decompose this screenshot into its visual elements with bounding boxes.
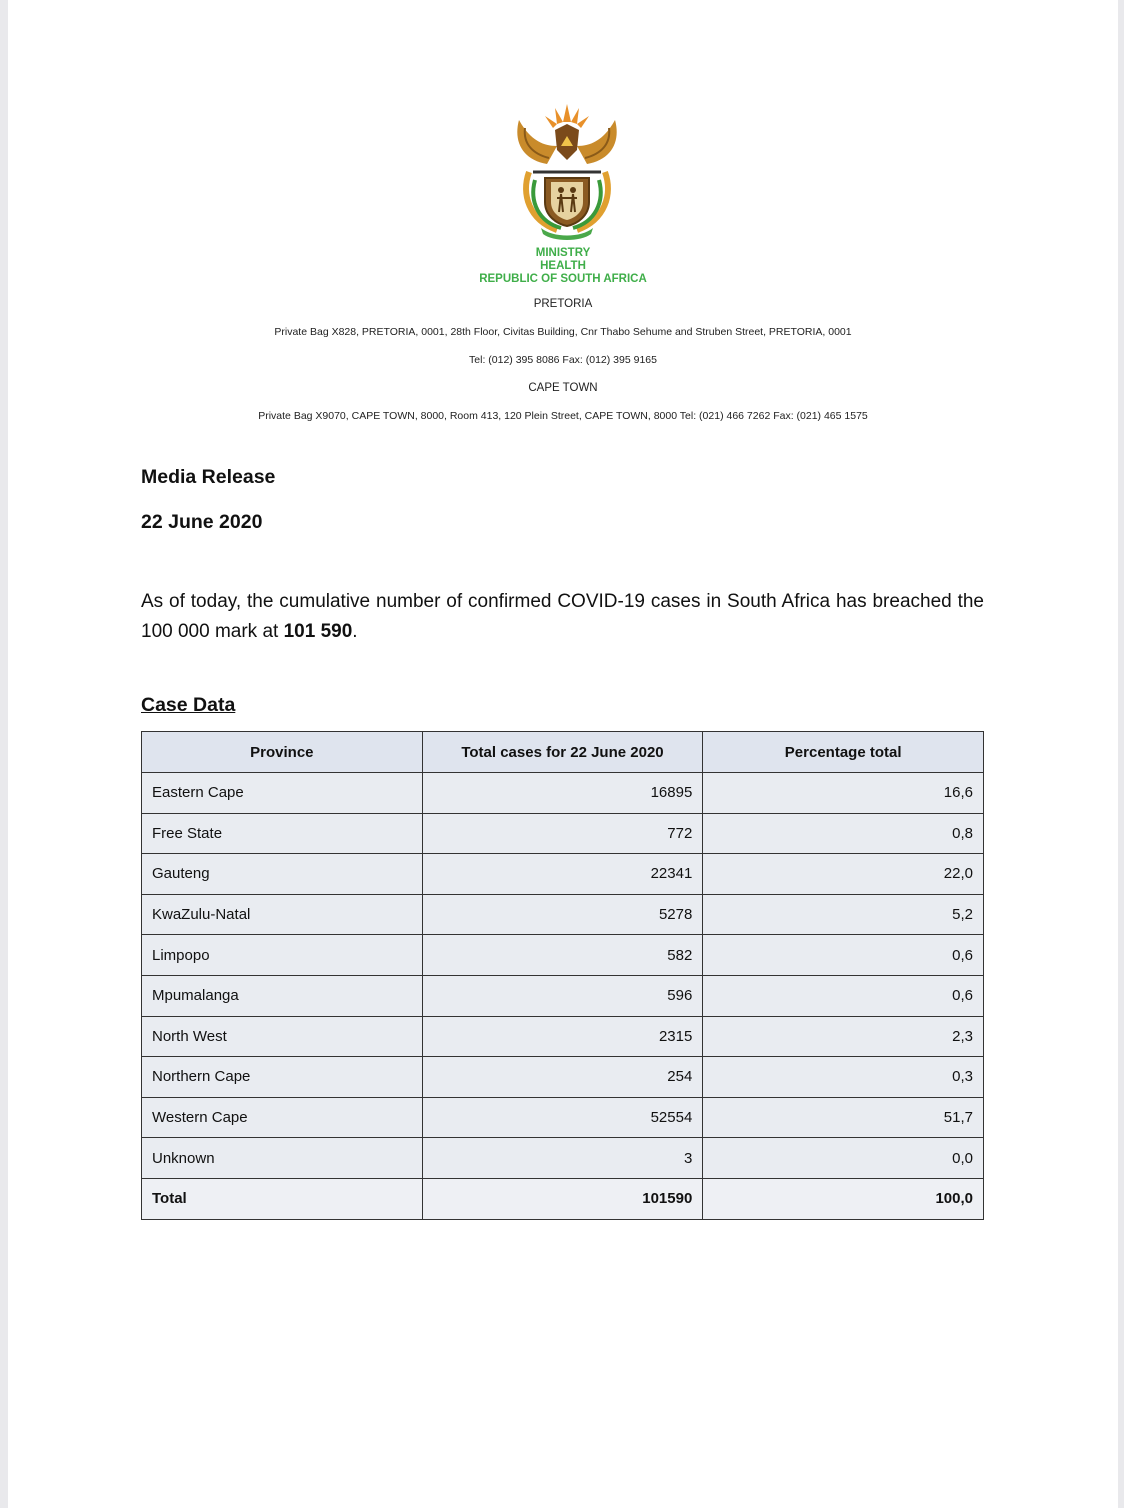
column-header-province: Province [142,732,423,773]
percentage-cell: 5,2 [703,894,984,935]
intro-text: As of today, the cumulative number of confirmed COVID-19 cases in South Africa has breached the 100 000 mark at [141,591,984,642]
cases-cell: 22341 [422,854,703,895]
cases-cell: 596 [422,975,703,1016]
province-cell: Western Cape [142,1097,423,1138]
case-count: 101 590 [283,621,353,642]
cases-cell: 5278 [422,894,703,935]
table-total-row [142,1178,984,1219]
pretoria-contact: Tel: (012) 395 8086 Fax: (012) 395 9165 [469,354,657,366]
table-header-row [142,732,984,773]
percentage-cell: 22,0 [703,854,984,895]
cases-cell: 52554 [422,1097,703,1138]
capetown-address: Private Bag X9070, CAPE TOWN, 8000, Room 413, 120 Plein Street, CAPE TOWN, 8000 Tel: (021) 466 7262 Fax: (021) 465 1575 [258,410,868,422]
percentage-cell: 0,8 [703,813,984,854]
capetown-label: CAPE TOWN [528,382,598,394]
percentage-cell: 0,6 [703,975,984,1016]
release-date: 22 June 2020 [141,511,263,533]
cases-cell: 3 [422,1138,703,1179]
pretoria-address: Private Bag X828, PRETORIA, 0001, 28th Floor, Civitas Building, Cnr Thabo Sehume and Struben Street, PRETORIA, 0001 [274,326,852,338]
release-type: Media Release [141,466,276,488]
table-row [142,1016,984,1057]
total-label-cell: Total [142,1178,423,1219]
province-cell: Free State [142,813,423,854]
ministry-line-1: MINISTRY [535,247,591,259]
province-cell: Limpopo [142,935,423,976]
cases-cell: 582 [422,935,703,976]
case-data-table [141,731,984,1220]
percentage-cell: 0,0 [703,1138,984,1179]
percentage-cell: 2,3 [703,1016,984,1057]
province-cell: Unknown [142,1138,423,1179]
province-cell: Eastern Cape [142,773,423,814]
document-page [8,0,1118,1508]
province-cell: Mpumalanga [142,975,423,1016]
table-row [142,773,984,814]
table-row [142,854,984,895]
table-row [142,1057,984,1098]
province-cell: Northern Cape [142,1057,423,1098]
table-row [142,813,984,854]
ministry-line-2: HEALTH [540,260,586,272]
table-row [142,935,984,976]
pretoria-label: PRETORIA [533,298,593,310]
intro-paragraph [141,587,984,647]
province-cell: KwaZulu-Natal [142,894,423,935]
coat-of-arms-icon [511,102,623,242]
column-header-percentage: Percentage total [703,732,984,773]
cases-cell: 2315 [422,1016,703,1057]
percentage-cell: 16,6 [703,773,984,814]
ministry-line-3: REPUBLIC OF SOUTH AFRICA [479,273,647,285]
table-row [142,1138,984,1179]
intro-end: . [352,621,358,642]
cases-cell: 772 [422,813,703,854]
percentage-cell: 51,7 [703,1097,984,1138]
table-row [142,1097,984,1138]
total-cases-cell: 101590 [422,1178,703,1219]
table-row [142,894,984,935]
percentage-cell: 0,6 [703,935,984,976]
case-data-heading: Case Data [141,694,236,716]
percentage-cell: 0,3 [703,1057,984,1098]
column-header-cases: Total cases for 22 June 2020 [422,732,703,773]
total-percentage-cell: 100,0 [703,1178,984,1219]
province-cell: Gauteng [142,854,423,895]
cases-cell: 16895 [422,773,703,814]
province-cell: North West [142,1016,423,1057]
cases-cell: 254 [422,1057,703,1098]
table-row [142,975,984,1016]
